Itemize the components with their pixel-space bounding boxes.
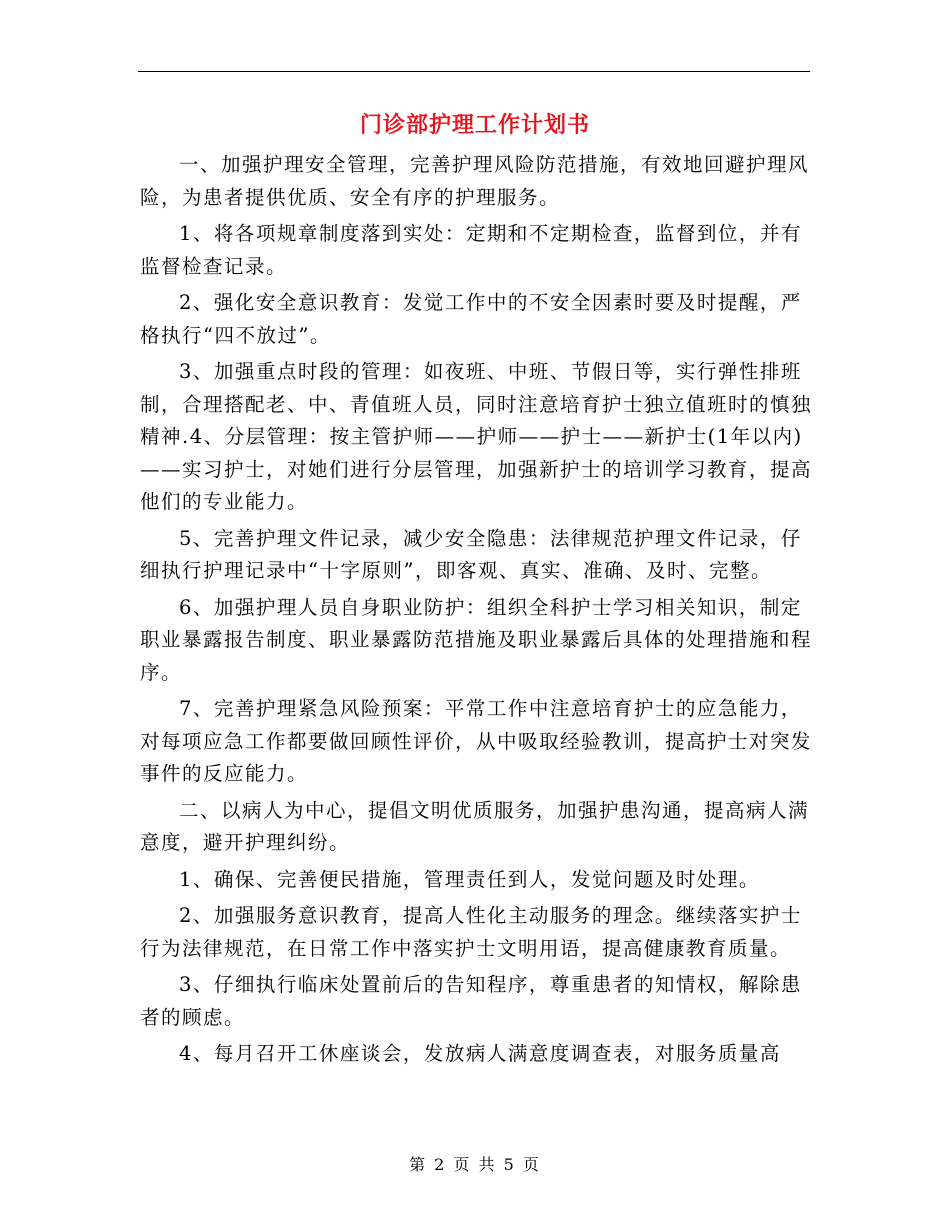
paragraph-section-1: 一、加强护理安全管理，完善护理风险防范措施，有效地回避护理风险，为患者提供优质、安全有序的护理服务。 [140, 153, 810, 209]
paragraph-item-2-1: 1、确保、完善便民措施，管理责任到人，发觉问题及时处理。 [179, 867, 760, 891]
paragraph-item-2-3: 3、仔细执行临床处置前后的告知程序，尊重患者的知情权，解除患者的顾虑。 [140, 973, 802, 1029]
paragraph-item-1-2: 2、强化安全意识教育：发觉工作中的不安全因素时要及时提醒，严格执行“四不放过”。 [140, 291, 802, 347]
paragraph-item-1-5: 5、完善护理文件记录，减少安全隐患：法律规范护理文件记录，仔细执行护理记录中“十字原则”，即客观、真实、准确、及时、完整。 [140, 526, 802, 582]
document-title: 门诊部护理工作计划书 [359, 112, 590, 138]
document-body [140, 149, 812, 1075]
header-rule [138, 71, 810, 72]
paragraph-section-2: 二、以病人为中心，提倡文明优质服务，加强护患沟通，提高病人满意度，避开护理纠纷。 [140, 798, 810, 854]
paragraph-item-2-2: 2、加强服务意识教育，提高人性化主动服务的理念。继续落实护士行为法律规范，在日常工作中落实护士文明用语，提高健康教育质量。 [140, 904, 802, 960]
paragraph-item-1-1: 1、将各项规章制度落到实处：定期和不定期检查，监督到位，并有监督检查记录。 [140, 222, 802, 278]
page-number-footer: 第 2 页 共 5 页 [409, 1155, 541, 1174]
paragraph-item-1-6: 6、加强护理人员自身职业防护：组织全科护士学习相关知识，制定职业暴露报告制度、职业暴露防范措施及职业暴露后具体的处理措施和程序。 [140, 595, 813, 684]
paragraph-item-1-7: 7、完善护理紧急风险预案：平常工作中注意培育护士的应急能力，对每项应急工作都要做回顾性评价，从中吸取经验教训，提高护士对突发事件的反应能力。 [140, 697, 813, 785]
paragraph-item-1-3: 3、加强重点时段的管理：如夜班、中班、节假日等，实行弹性排班制，合理搭配老、中、青值班人员，同时注意培育护士独立值班时的慎独精神.4、分层管理：按主管护师——护师——护士——新护士(1年以内)——实习护士，对她们进行分层管理，加强新护士的培训学习教育，提高他们的专业能力。 [140, 360, 813, 513]
paragraph-item-2-4: 4、每月召开工休座谈会，发放病人满意度调查表，对服务质量高 [179, 1042, 781, 1065]
